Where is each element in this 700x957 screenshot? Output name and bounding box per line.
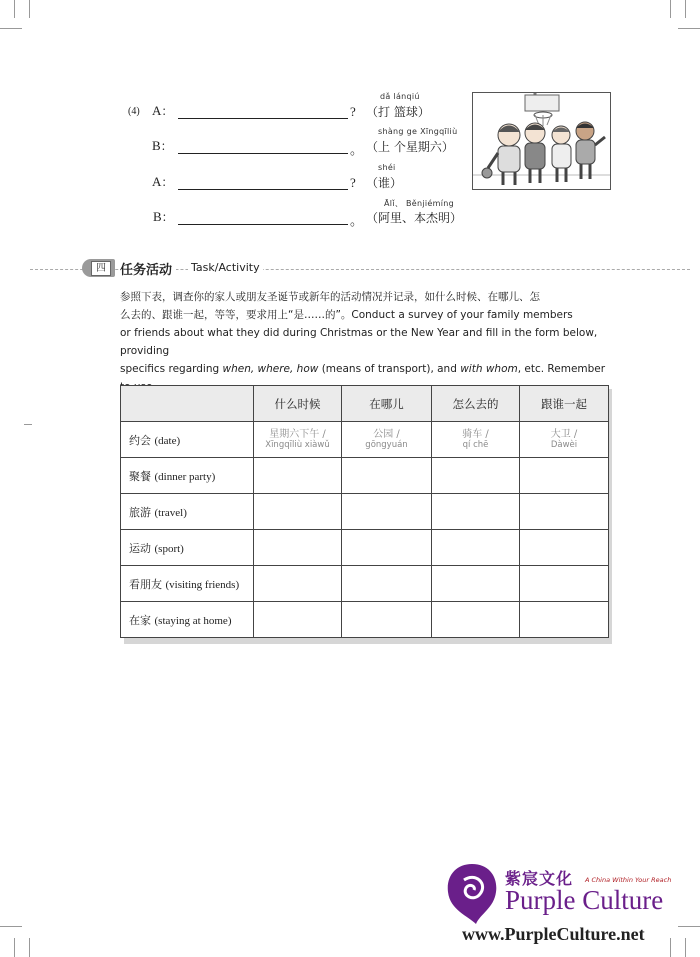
section-number: 四 [91,261,111,276]
exercise-row: A： ? shéi （谁） [152,163,403,190]
instructions-en-line2: Conduct a survey of your family members [351,309,573,321]
example-cell[interactable]: 骑车 / qí chē [432,422,520,458]
row-label: 运动 (sport) [121,530,254,566]
crop-mark [14,0,15,18]
answer-cell[interactable] [342,530,432,566]
exercise-row: B： 。 Ālǐ、 Běnjiémíng （阿里、本杰明） [153,199,463,228]
instructions-en-line4a: specifics regarding [120,363,223,375]
end-punctuation: ? [350,104,356,119]
survey-table [120,385,608,640]
hint-pinyin: dǎ lánqiú [380,92,420,101]
crop-mark [14,938,15,957]
table-row [121,602,609,638]
answer-cell[interactable] [432,530,520,566]
answer-cell[interactable] [520,530,609,566]
example-cell[interactable]: 星期六下午 / Xīngqīliù xiàwǔ [254,422,342,458]
answer-cell[interactable] [520,494,609,530]
table-row [121,458,609,494]
hint-chinese: （上 个星期六） [366,140,454,154]
crop-mark [685,0,686,18]
row-label: 看朋友 (visiting friends) [121,566,254,602]
answer-cell[interactable] [432,566,520,602]
speaker-label: A [152,103,162,118]
answer-cell[interactable] [432,494,520,530]
table-row [121,422,609,458]
answer-cell[interactable] [254,566,342,602]
answer-cell[interactable] [520,458,609,494]
header-where: 在哪儿 [342,386,432,422]
example-cell[interactable]: 大卫 / Dàwèi [520,422,609,458]
speaker-label: B [152,138,161,153]
example-cell[interactable]: 公园 / gōngyuán [342,422,432,458]
answer-cell[interactable] [342,602,432,638]
row-label: 约会 (date) [121,422,254,458]
hint-chinese: （谁） [366,176,403,190]
answer-cell[interactable] [520,602,609,638]
header-with-whom: 跟谁一起 [520,386,609,422]
end-punctuation: ? [350,175,356,190]
section-title-en: Task/Activity [188,261,263,274]
answer-cell[interactable] [432,458,520,494]
answer-cell[interactable] [520,566,609,602]
crop-mark [678,28,700,29]
basketball-boys-illustration [472,92,611,190]
answer-cell[interactable] [254,494,342,530]
section-title: 任务活动 [120,259,176,278]
purple-culture-logo-icon [446,862,498,926]
logo-tagline: A China Within Your Reach [585,876,672,884]
answer-cell[interactable] [432,602,520,638]
exercise-row: (4) A： ? dǎ lánqiú （打 篮球） [128,92,430,119]
crop-mark [29,938,30,957]
hint-pinyin: shàng ge Xīngqīliù [378,127,458,136]
instructions-en-line4c: , etc. Remember [517,363,606,375]
hint-pinyin: shéi [378,163,396,172]
speaker-label: B [153,209,162,224]
answer-cell[interactable] [254,530,342,566]
instructions-en-line3: or friends about what they did during Christmas or the New Year and fill in the form below, providing [120,327,598,357]
exercise-row: B： 。 shàng ge Xīngqīliù （上 个星期六） [152,127,458,157]
row-label: 在家 (staying at home) [121,602,254,638]
table-row [121,494,609,530]
instructions-zh-line1: 参照下表，调查你的家人或朋友圣诞节或新年的活动情况并记录，如什么时候、在哪儿、怎 [120,291,540,303]
answer-cell[interactable] [254,602,342,638]
instructions-en-line4b: (means of transport), and [318,363,461,375]
crop-mark [24,424,32,425]
header-when: 什么时候 [254,386,342,422]
header-blank-cell [121,386,254,422]
answer-cell[interactable] [342,494,432,530]
crop-mark [685,938,686,957]
logo-url[interactable]: www.PurpleCulture.net [462,924,645,944]
crop-mark [0,28,22,29]
crop-mark [670,938,671,957]
table-row [121,530,609,566]
table-row [121,566,609,602]
logo-name: Purple Culture [505,885,664,915]
crop-mark [0,926,22,927]
end-punctuation: 。 [350,213,364,228]
answer-cell[interactable] [254,458,342,494]
logo-chinese-name: 紫宸文化 [505,869,574,888]
instructions-zh-line2: 么去的、跟谁一起，等等，要求用上“是……的”。 [120,309,352,321]
row-label: 聚餐 (dinner party) [121,458,254,494]
answer-blank[interactable] [178,224,348,225]
crop-mark [670,0,671,18]
answer-cell[interactable] [342,458,432,494]
section-badge [82,259,115,277]
answer-blank[interactable] [178,118,348,119]
exercise-number: (4) [128,106,140,117]
answer-blank[interactable] [178,153,348,154]
crop-mark [29,0,30,18]
instructions-when-where-how: when, where, how [222,363,319,375]
end-punctuation: 。 [350,142,364,157]
header-how: 怎么去的 [432,386,520,422]
hint-pinyin: Ālǐ、 Běnjiémíng [384,199,454,208]
speaker-label: A [152,174,162,189]
answer-blank[interactable] [178,189,348,190]
table-header-row [121,386,609,422]
hint-chinese: （打 篮球） [366,105,430,119]
row-label: 旅游 (travel) [121,494,254,530]
answer-cell[interactable] [342,566,432,602]
crop-mark [678,926,700,927]
hint-chinese: （阿里、本杰明） [366,211,463,225]
instructions-with-whom: with whom [460,363,518,375]
